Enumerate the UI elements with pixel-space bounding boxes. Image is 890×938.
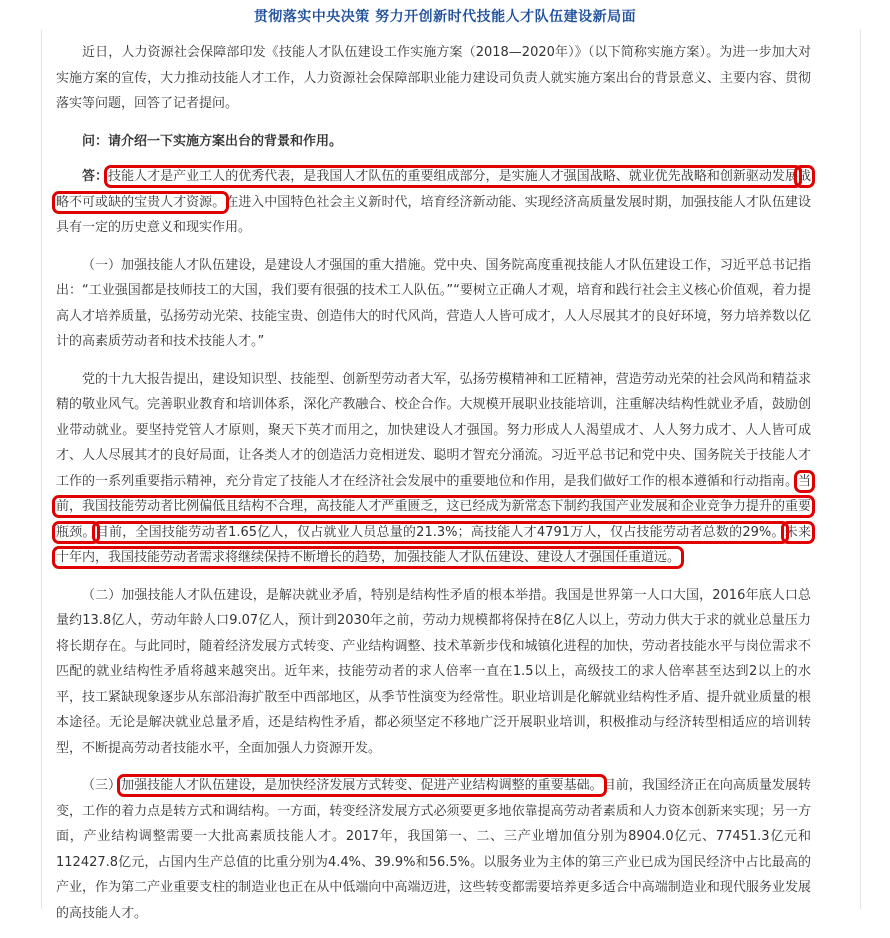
article-body [56,40,811,938]
answer-paragraph [56,164,811,241]
paragraph-2-text: 党的十九大报告提出，建设知识型、技能型、创新型劳动者大军，弘扬劳模精神和工匠精神，营造劳动光荣的社会风尚和精益求精的敬业风气。完善职业教育和培训体系，深化产教融合、校企合作。大规模开展职业技能培训，注重解决结构性就业矛盾，鼓励创业带动就业。要坚持党管人才原则，聚天下英才而用之，加快建设人才强国。努力形成人人渴望成才、人人努力成才、人人皆可成才、人人尽展其才的良好局面，让各类人才的创造活力竞相迸发、聪明才智充分涌流。习近平总书记和党中央、国务院关于技能人才工作的一系列重要指示精神，充分肯定了技能人才在经济社会发展中的重要地位和作用，是我们做好工作的根本遵循和行动指南。 [56,371,811,489]
highlight-box: 技能人才是产业工人的优秀代表，是我国人才队伍的重要组成部分，是实施人才强国战略、就业优先战略和创新驱动发展 [108,169,798,184]
question: 问：请介绍一下实施方案出台的背景和作用。 [82,133,343,149]
paragraph-1: （一）加强技能人才队伍建设，是建设人才强国的重大措施。党中央、国务院高度重视技能人才队伍建设工作，习近平总书记指出：“工业强国都是技师技工的大国，我们要有很强的技术工人队伍。”“要树立正确人才观，培育和践行社会主义核心价值观，着力提高人才培养质量，弘扬劳动光荣、技能宝贵、创造伟大的时代风尚，营造人人皆可成才，人人尽展其才的良好环境，努力培养数以亿计的高素质劳动者和技术技能人才。” [56,257,811,349]
paragraph-3: （二）加强技能人才队伍建设，是解决就业矛盾，特别是结构性矛盾的根本举措。我国是世界第一人口大国，2016年底人口总量约13.8亿人，劳动年龄人口9.07亿人，预计到2030年之前，劳动力规模都将保持在8亿人以上，劳动力供大于求的就业总量压力将长期存在。与此同时，随着经济发展方式转变、产业结构调整、技术革新步伐和城镇化进程的加快，劳动者技能水平与岗位需求不匹配的就业结构性矛盾将越来越突出。近年来，技能劳动者的求人倍率一直在1.5以上，高级技工的求人倍率甚至达到2以上的水平，技工紧缺现象逐步从东部沿海扩散至中西部地区，从季节性演变为经常性。职业培训是化解就业结构性矛盾、提升就业质量的根本途径。无论是解决就业总量矛盾，还是结构性矛盾，都必须坚定不移地广泛开展职业培训，积极推动与经济转型相适应的培训转型，不断提高劳动者技能水平，全面加强人力资源开发。 [56,587,811,756]
paragraph-2 [56,367,811,571]
page-border-left [41,30,42,909]
intro-paragraph: 近日，人力资源社会保障部印发《技能人才队伍建设工作实施方案（2018—2020年）》（以下简称实施方案）。为进一步加大对实施方案的宣传，大力推动技能人才工作，人力资源社会保障部职业能力建设司负责人就实施方案出台的背景意义、主要内容、贯彻落实等问题，回答了记者提问。 [56,45,811,111]
highlight-box: 战略不可或缺的宝贵人才资源。 [56,169,811,210]
paragraph-4-text: 目前，我国经济正在向高质量发展转变，工作的着力点是转方式和调结构。一方面，转变经济发展方式必须要更多地依靠提高劳动者素质和人力资本创新来实现；另一方面，产业结构调整需要一大批高素质技能人才。2017年，我国第一、二、三产业增加值分别为8904.0亿元、77451.3亿元和112427.8亿元，占国内生产总值的比重分别为4.4%、39.9%和56.5%。以服务业为主体的第三产业已成为国民经济中占比最高的产业，作为第二产业重要支柱的制造业也正在从中低端向中高端迈进，这些转变都需要培养更多适合中高端制造业和现代服务业发展的高技能人才。 [56,778,811,921]
highlight-box: 当前，我国技能劳动者比例偏低且结构不合理，高技能人才严重匮乏，这已经成为新常态下制约我国产业发展和企业竞争力提升的重要瓶颈。 [56,473,811,540]
highlight-box: 未来十年内，我国技能劳动者需求将继续保持不断增长的趋势，加强技能人才队伍建设、建设人才强国任重道远。 [56,524,811,565]
answer-label: 答： [82,169,109,184]
article-title: 贯彻落实中央决策 努力开创新时代技能人才队伍建设新局面 [253,9,637,25]
answer-text: 在进入中国特色社会主义新时代，培育经济新动能、实现经济高质量发展时期，加强技能人才队伍建设具有一定的历史意义和现实作用。 [56,194,811,235]
highlight-box: 加强技能人才队伍建设，是加快经济发展方式转变、促进产业结构调整的重要基础。 [121,778,603,793]
paragraph-4 [56,773,811,926]
page-border-right [860,30,861,909]
highlight-box: 目前，全国技能劳动者1.65亿人，仅占就业人员总量的21.3%；高技能人才4791万人，仅占技能劳动者总数的29%。 [95,524,785,540]
paragraph-4-prefix: （三） [82,778,122,793]
